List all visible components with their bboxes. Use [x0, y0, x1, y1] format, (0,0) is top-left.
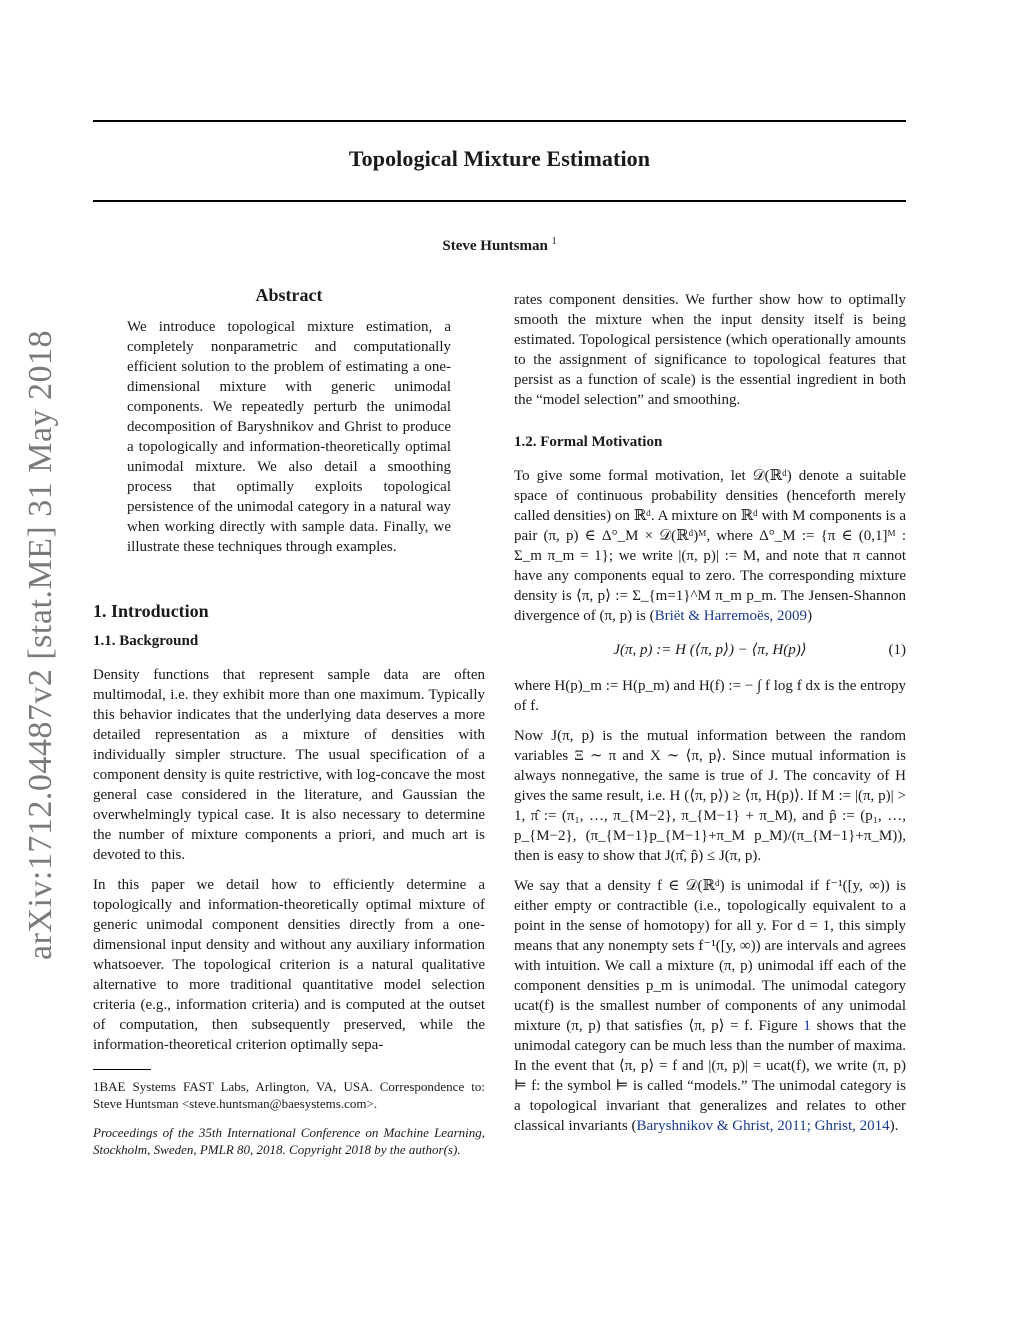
- title-top-rule: [93, 120, 906, 122]
- author-line: [93, 236, 906, 255]
- background-paragraph-1: Density functions that represent sample data are often multimodal, i.e. they exhibit more than one maximum. Typically this behavior indicates that the underlying data deserves a more detailed representation as a mixture of densities with individually simpler structure. The usual specification of a component density is quite restrictive, with log-concave the most general case considered in the literature, and Gaussian the overwhelmingly typical case. It is also necessary to determine the number of mixture components a priori, and much art is devoted to this.: [93, 667, 485, 863]
- abstract-heading: Abstract: [255, 285, 323, 305]
- figure-1-link[interactable]: 1: [803, 1018, 811, 1034]
- section-introduction-heading: 1. Introduction: [93, 601, 209, 621]
- continued-paragraph: rates component densities. We further show how to optimally smooth the mixture when the input density itself is being estimated. Topological persistence (which operationally amounts to the assignment of significance to topological features that persist as a function of scale) is the essential ingredient in both the “model selection” and smoothing.: [514, 292, 906, 408]
- author-name: Steve Huntsman: [442, 238, 548, 254]
- unimodal-text: We say that a density f ∈ 𝒟(ℝᵈ) is unimodal if f⁻¹([y, ∞)) is either empty or contractible (i.e., topologically equivalent to a point in the sense of homotopy) for all y. For d = 1, this simply means that any nonempty sets f⁻¹([y, ∞)) are intervals and agrees with intuition. We call a mixture (π, p) unimodal iff each of the component densities p_m is unimodal. The unimodal category ucat(f) is the smallest number of components of any unimodal mixture (π, p) that satisfies ⟨π, p⟩ = f. Figure: [514, 878, 906, 1034]
- unimodal-definition-paragraph: [514, 876, 906, 1136]
- subsection-background-heading: 1.1. Background: [93, 633, 199, 649]
- equation-jensen-shannon: J(π, p) := H (⟨π, p⟩) − ⟨π, H(p)⟩: [613, 642, 807, 658]
- unimodal-text-b: shows that the unimodal category can be much less than the number of maxima. In the event that ⟨π, p⟩ = f and |(π, p)| = ucat(f), we write (π, p) ⊨ f: the symbol ⊨ is called “models.” The unimodal category is a topological invariant that generalizes and relates to other classical invariants (: [514, 1018, 906, 1134]
- formal-motivation-paragraph: [514, 466, 906, 626]
- citation-baryshnikov-ghrist-link[interactable]: Baryshnikov & Ghrist, 2011; Ghrist, 2014: [636, 1118, 890, 1134]
- formal-motivation-text: To give some formal motivation, let 𝒟(ℝᵈ) denote a suitable space of continuous probability densities (henceforth merely called densities) on ℝᵈ. A mixture on ℝᵈ with M components is a pair (π, p) ∈ Δ°_M × 𝒟(ℝᵈ)ᴹ, where Δ°_M := {π ∈ (0,1]ᴹ : Σ_m π_m = 1}; we write |(π, p)| := M, and note that π cannot have any components equal to zero. The corresponding mixture density is ⟨π, p⟩ := Σ_{m=1}^M π_m p_m. The Jensen-Shannon divergence of (π, p) is (: [514, 468, 906, 624]
- entropy-definition-paragraph: where H(p)_m := H(p_m) and H(f) := − ∫ f log f dx is the entropy of f.: [514, 678, 906, 714]
- footnote-rule: [93, 1069, 151, 1070]
- author-affiliation-mark: 1: [551, 236, 557, 247]
- mutual-information-paragraph: Now J(π, p) is the mutual information between the random variables Ξ ∼ π and X ∼ ⟨π, p⟩. Since mutual information is always nonnegative, the same is true of J. The concavity of H gives the same result, i.e. H (⟨π, p⟩) ≥ ⟨π, H(p)⟩. If M := |(π, p)| > 1, π̂ := (π₁, …, π_{M−2}, π_{M−1} + π_M), and p̂ := (p₁, …, p_{M−2}, (π_{M−1}p_{M−1}+π_M p_M)/(π_{M−1}+π_M)), then is easy to show that J(π̂, p̂) ≤ J(π, p).: [514, 728, 906, 864]
- paper-title: Topological Mixture Estimation: [348, 146, 651, 171]
- subsection-formal-motivation-heading: 1.2. Formal Motivation: [514, 434, 663, 450]
- left-column: [93, 285, 485, 1170]
- footnote-affiliation: 1BAE Systems FAST Labs, Arlington, VA, USA. Correspondence to: Steve Huntsman <steve.huntsman@baesystems.com>.: [93, 1079, 485, 1111]
- background-paragraph-2: In this paper we detail how to efficiently determine a topologically and information-theoretically optimal mixture of generic unimodal component densities directly from a one-dimensional input density and without any auxiliary information whatsoever. The topological criterion is a natural qualitative alternative to more traditional quantitative model selection criteria (e.g., information criteria) and is computed at the outset of computation, then subsequently preserved, while the information-theoretical criterion optimally sepa-: [93, 877, 485, 1053]
- title-bottom-rule: [93, 200, 906, 202]
- footnote-proceedings: Proceedings of the 35th International Conference on Machine Learning, Stockholm, Sweden, PMLR 80, 2018. Copyright 2018 by the author(s).: [93, 1125, 485, 1157]
- arxiv-stamp: arXiv:1712.04487v2 [stat.ME] 31 May 2018: [22, 329, 59, 960]
- unimodal-text-end: ).: [889, 1118, 899, 1134]
- equation-1: [514, 636, 906, 664]
- equation-number: (1): [888, 642, 906, 658]
- citation-briet-harremoes-link[interactable]: Briët & Harremoës, 2009: [654, 608, 808, 624]
- abstract-text: We introduce topological mixture estimation, a completely nonparametric and computationally efficient solution to the problem of estimating a one-dimensional mixture with generic unimodal components. We repeatedly perturb the unimodal decomposition of Baryshnikov and Ghrist to produce a topologically and information-theoretically optimal unimodal mixture. We also detail a smoothing process that optimally exploits topological persistence of the unimodal category in a natural way when working directly with sample data. Finally, we illustrate these techniques through examples.: [127, 319, 451, 555]
- formal-motivation-text-end: ): [807, 608, 813, 624]
- right-column: [514, 290, 906, 1146]
